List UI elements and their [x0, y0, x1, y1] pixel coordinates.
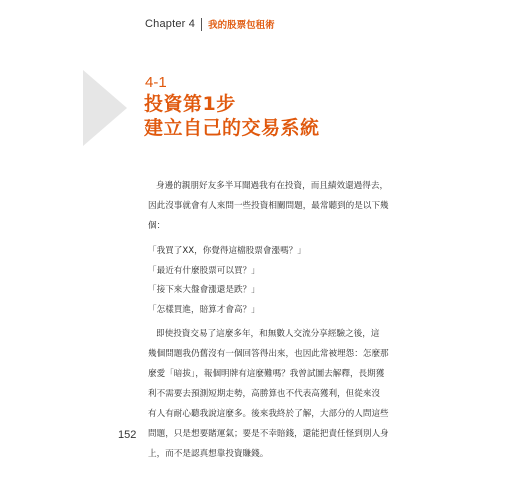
decorative-triangle: [83, 70, 127, 146]
text-line: 個：: [148, 221, 166, 231]
chapter-title: 我的股票包租術: [208, 20, 275, 31]
chapter-label: Chapter 4: [145, 18, 196, 30]
text-line: 即使投資交易了這麼多年，和無數人交流分享經驗之後，這: [156, 329, 380, 339]
header-divider: [201, 18, 202, 31]
question-item: 「接下來大盤會漲還是跌？」: [148, 285, 260, 295]
question-item: 「最近有什麼股票可以買？」: [148, 265, 260, 276]
section-title-line: 建立自己的交易系統: [144, 117, 320, 139]
question-list: [148, 242, 306, 320]
section-title: [144, 92, 320, 140]
running-header: [145, 14, 275, 34]
text-line: 有人有耐心聽我說這麼多。後來我終於了解，大部分的人問這些: [148, 409, 389, 419]
section-number: 4-1: [145, 74, 167, 91]
text-line: 身邊的親朋好友多半耳聞過我有在投資，而且績效還過得去，: [156, 181, 389, 191]
text-line: 因此沒事就會有人來問一些投資相關問題，最常聽到的是以下幾: [148, 201, 389, 211]
question-item: 「我買了XX，你覺得這檔股票會漲嗎？」: [148, 246, 306, 256]
paragraph-intro: [148, 176, 389, 236]
text-line: 幾個問題我仍舊沒有一個回答得出來，也因此常被埋怨：怎麼那: [148, 349, 389, 359]
paragraph-reflection: [148, 324, 389, 464]
question-item: 「怎樣買進，賠算才會高？」: [148, 304, 260, 315]
text-line: 上，而不是認真想靠投資賺錢。: [148, 449, 269, 459]
text-line: 利不需要去預測短期走勢，高勝算也不代表高獲利，但從來沒: [148, 389, 381, 399]
text-line: 問題，只是想要賭運氣；要是不幸賠錢，還能把責任怪到別人身: [148, 429, 389, 439]
page-number: 152: [118, 429, 137, 441]
section-title-line: 投資第1步: [144, 93, 236, 115]
text-line: 麼愛「暗拔」，報個明牌有這麼難嗎？我曾試圖去解釋，長期獲: [148, 369, 385, 379]
